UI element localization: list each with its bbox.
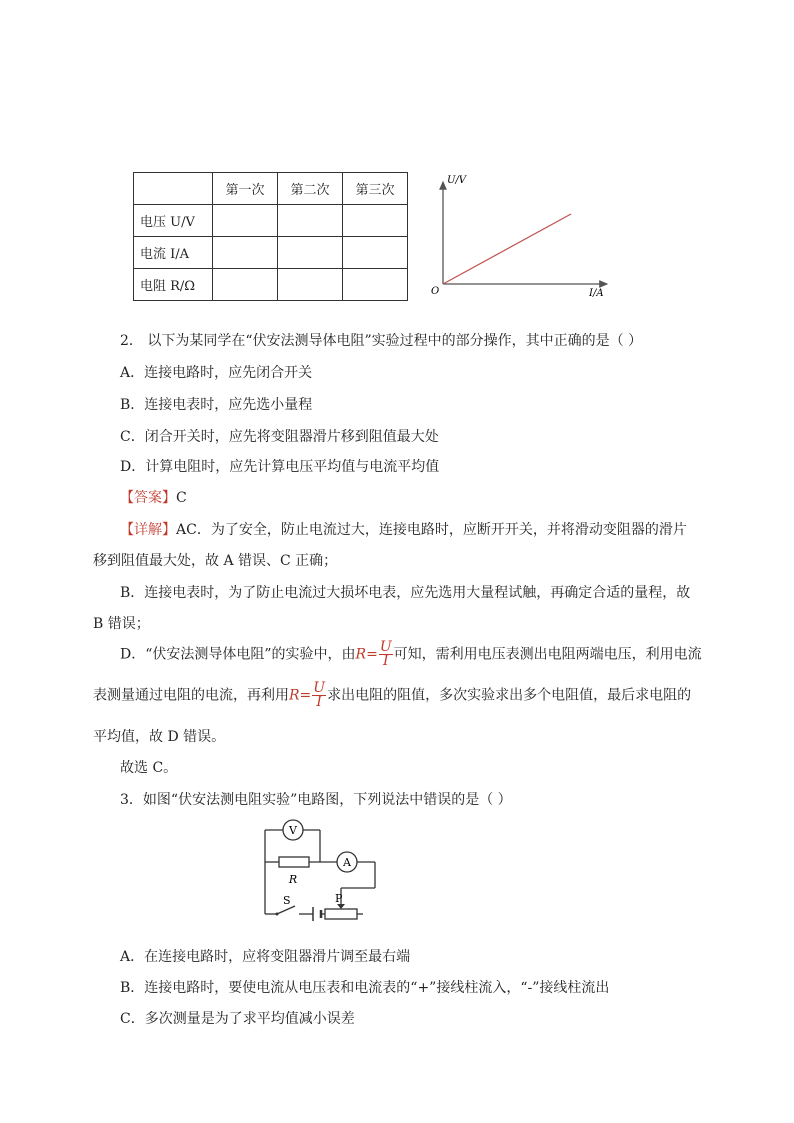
formula-fraction: [379, 641, 393, 668]
q2-conclusion: 故选 C。: [120, 760, 178, 776]
formula-fraction: [312, 682, 326, 709]
q2-detail-b-line2: B 错误；: [93, 616, 150, 632]
table-cell: [343, 205, 408, 237]
q2-option-c: C．闭合开关时，应先将变阻器滑片移到阻值最大处: [120, 429, 439, 445]
q2-option-d: D．计算电阻时，应先计算电压平均值与电流平均值: [120, 459, 440, 475]
q3-option-a: A．在连接电路时，应将变阻器滑片调至最右端: [120, 949, 411, 965]
table-row: [134, 237, 408, 269]
formula-lhs: R=: [289, 687, 312, 704]
table-cell: [278, 269, 343, 301]
resistor-label: R: [288, 873, 298, 886]
formula-denominator: I: [316, 694, 322, 710]
detail-tag: 【详解】: [120, 522, 176, 538]
row-label-resistance: 电阻 R/Ω: [134, 269, 213, 301]
q2-answer: [120, 487, 187, 507]
table-row: [134, 205, 408, 237]
table-cell: [343, 237, 408, 269]
row-label-voltage: 电压 U/V: [134, 205, 213, 237]
detail-text: 可知，需利用电压表测出电阻两端电压，利用电流: [393, 646, 702, 663]
slider-label: P: [335, 892, 343, 905]
ammeter-label: A: [343, 856, 351, 869]
q2-stem: 2． 以下为某同学在“伏安法测导体电阻”实验过程中的部分操作，其中正确的是（ ）: [120, 333, 643, 349]
table-cell: [278, 237, 343, 269]
rheostat-icon: [325, 909, 357, 919]
origin-label: O: [431, 286, 440, 297]
table-header-cell: 第二次: [278, 173, 343, 205]
table-cell: [213, 205, 278, 237]
proportional-line: [443, 214, 571, 284]
switch-label: S: [283, 894, 291, 907]
q2-detail-ac-line2: 移到阻值最大处，故 A 错误、C 正确；: [93, 553, 338, 569]
resistor-icon: [279, 857, 309, 867]
table-row: [134, 269, 408, 301]
q2-detail-d-line3: 平均值，故 D 错误。: [93, 729, 226, 745]
answer-value: C: [176, 490, 187, 506]
formula-numerator: U: [379, 639, 392, 655]
detail-text: AC．为了安全，防止电流过大，连接电路时，应断开开关，并将滑动变阻器的滑片: [176, 522, 687, 538]
q2-detail-b-line1: B．连接电表时，为了防止电流过大损坏电表，应先选用大量程试触，再确定合适的量程，故: [120, 585, 691, 601]
circuit-diagram: [255, 818, 385, 928]
table-cell: [213, 269, 278, 301]
table-cell: [213, 237, 278, 269]
table-header-row: [134, 173, 408, 205]
row-label-current: 电流 I/A: [134, 237, 213, 269]
table-header-cell: [134, 173, 213, 205]
answer-tag: 【答案】: [120, 490, 176, 506]
q2-detail-ac-line1: [120, 519, 687, 539]
q3-option-c: C．多次测量是为了求平均值减小误差: [120, 1011, 355, 1027]
detail-text: D．“伏安法测导体电阻”的实验中，由: [120, 646, 356, 663]
formula-numerator: U: [313, 680, 326, 696]
y-axis-label: U/V: [447, 175, 467, 186]
detail-text: 表测量通过电阻的电流，再利用: [93, 687, 289, 704]
detail-text: 求出电阻的阻值，多次实验求出多个电阻值，最后求电阻的: [327, 687, 692, 704]
table-cell: [278, 205, 343, 237]
table-cell: [343, 269, 408, 301]
q2-detail-d-line1: [120, 641, 702, 668]
table-header-cell: 第一次: [213, 173, 278, 205]
data-table: [133, 172, 408, 301]
q2-option-a: A．连接电路时，应先闭合开关: [120, 365, 313, 381]
ui-graph: [425, 170, 615, 300]
q3-option-b: B．连接电路时，要使电流从电压表和电流表的“+”接线柱流入，“-”接线柱流出: [120, 980, 610, 996]
formula-denominator: I: [382, 653, 389, 669]
table-header-cell: 第三次: [343, 173, 408, 205]
voltmeter-label: V: [289, 824, 297, 837]
q2-detail-d-line2: [93, 682, 691, 709]
x-axis-label: I/A: [589, 288, 604, 299]
switch-icon: [276, 913, 279, 916]
q2-option-b: B．连接电表时，应先选小量程: [120, 397, 313, 413]
formula-lhs: R=: [355, 646, 378, 663]
q3-stem: 3．如图“伏安法测电阻实验”电路图，下列说法中错误的是（ ）: [120, 792, 512, 808]
